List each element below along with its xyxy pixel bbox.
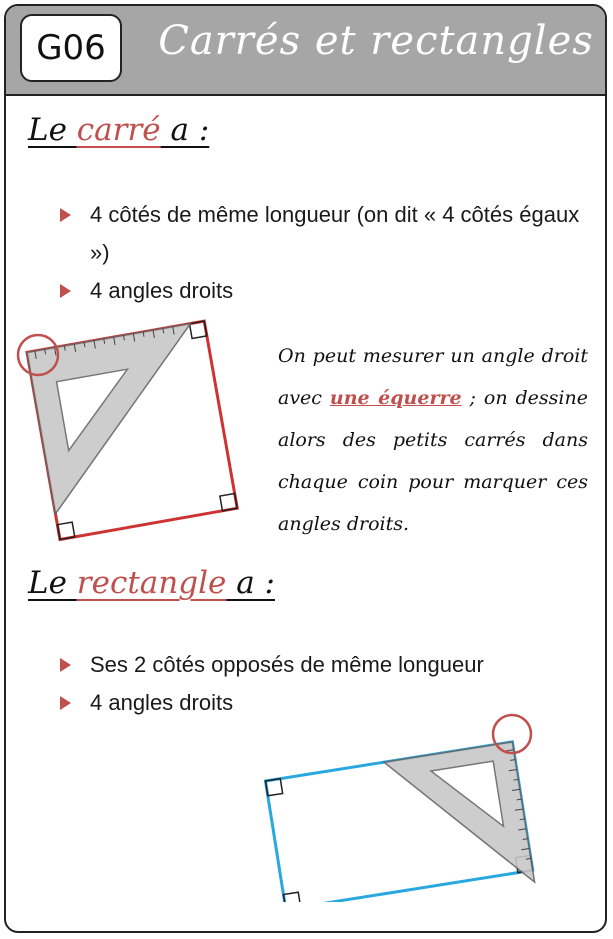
square-note [278,335,588,545]
square-illustration [8,310,248,550]
note-keyword: une équerre [329,387,462,409]
square-properties-list [60,196,590,310]
rectangle-heading-word: rectangle [76,565,227,601]
note-text-after: ; on dessine alors des petits carrés dans chaque coin pour marquer ces angles droits. [278,387,588,535]
square-property-1: 4 côtés de même longueur (on dit « 4 côtés égaux ») [90,202,580,265]
header-bar [6,6,605,96]
rectangle-illustration [262,702,562,902]
square-property-2: 4 angles droits [90,278,234,303]
arrow-bullet-icon [60,658,71,672]
rectangle-property-2: 4 angles droits [90,690,234,715]
rectangle-property-1: Ses 2 côtés opposés de même longueur [90,652,484,677]
arrow-bullet-icon [60,696,71,710]
list-item [60,196,590,272]
rectangle-heading-le: Le [28,565,77,601]
rectangle-heading [28,565,275,601]
square-heading-post: a : [160,112,210,148]
list-item [60,272,590,310]
rectangle-heading-post: a : [226,565,275,601]
lesson-title: Carrés et rectangles [158,18,594,64]
arrow-bullet-icon [60,284,71,298]
arrow-bullet-icon [60,208,71,222]
note-text-before: On peut mesurer un angle droit avec [278,345,588,409]
lesson-code: G06 [20,14,122,82]
square-heading-word: carré [76,112,161,148]
list-item [60,646,590,684]
square-heading [28,112,209,148]
square-heading-le: Le [28,112,77,148]
